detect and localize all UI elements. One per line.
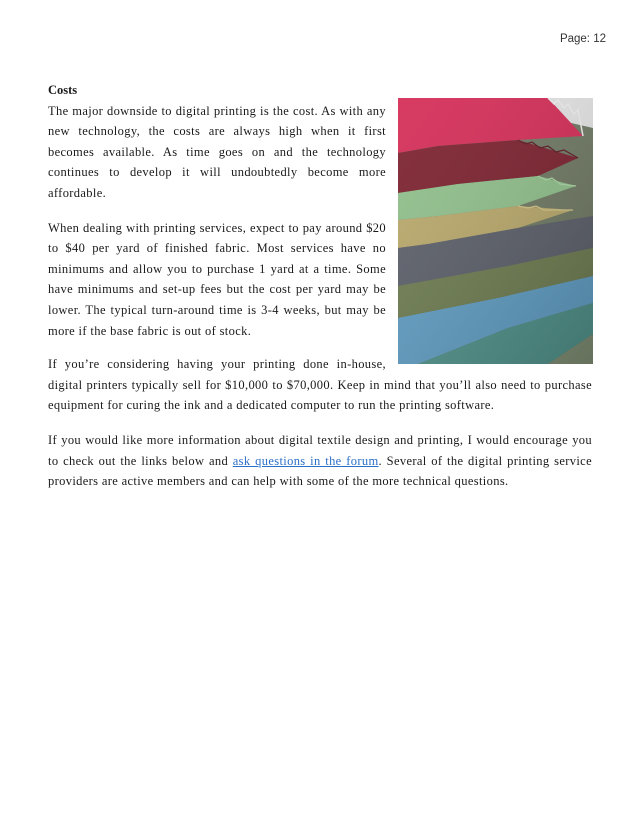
paragraph-more-info-start: If you would like more information about digital textile design and printing, I would encourage you to check out the links below and [48, 432, 592, 468]
section-heading: Costs [48, 83, 78, 97]
forum-link[interactable]: ask questions in the forum [232, 453, 379, 468]
paragraph-cost-downside: The major downside to digital printing is the cost. As with any new technology, the costs are always high when it first becomes available. As time goes on and the technology continues to develop it will undoubtedly become more affordable. [48, 103, 386, 200]
page-number: Page: 12 [559, 33, 606, 45]
paragraph-in-house-line1: If you’re considering having your printing done in-house, [48, 357, 386, 372]
paragraph-more-info [48, 430, 592, 492]
document-body [48, 80, 592, 506]
paragraph-printing-services: When dealing with printing services, expect to pay around $20 to $40 per yard of finished fabric. Most services have no minimums and allow you to purchase 1 yard at a time. Some have minimums and set-up fees but the cost per yard may be lower. The typical turn-around time is 3-4 weeks, but may be more if the base fabric is out of stock. [48, 220, 386, 338]
fabric-swatches-image [398, 98, 593, 364]
paragraph-more-info-end: . Several of the digital printing service providers are active members and can help with some of the more technical questions. [48, 453, 592, 489]
paragraph-in-house-rest: digital printers typically sell for $10,000 to $70,000. Keep in mind that you’ll also need to purchase equipment for curing the ink and a dedicated computer to run the printing software. [48, 377, 592, 413]
